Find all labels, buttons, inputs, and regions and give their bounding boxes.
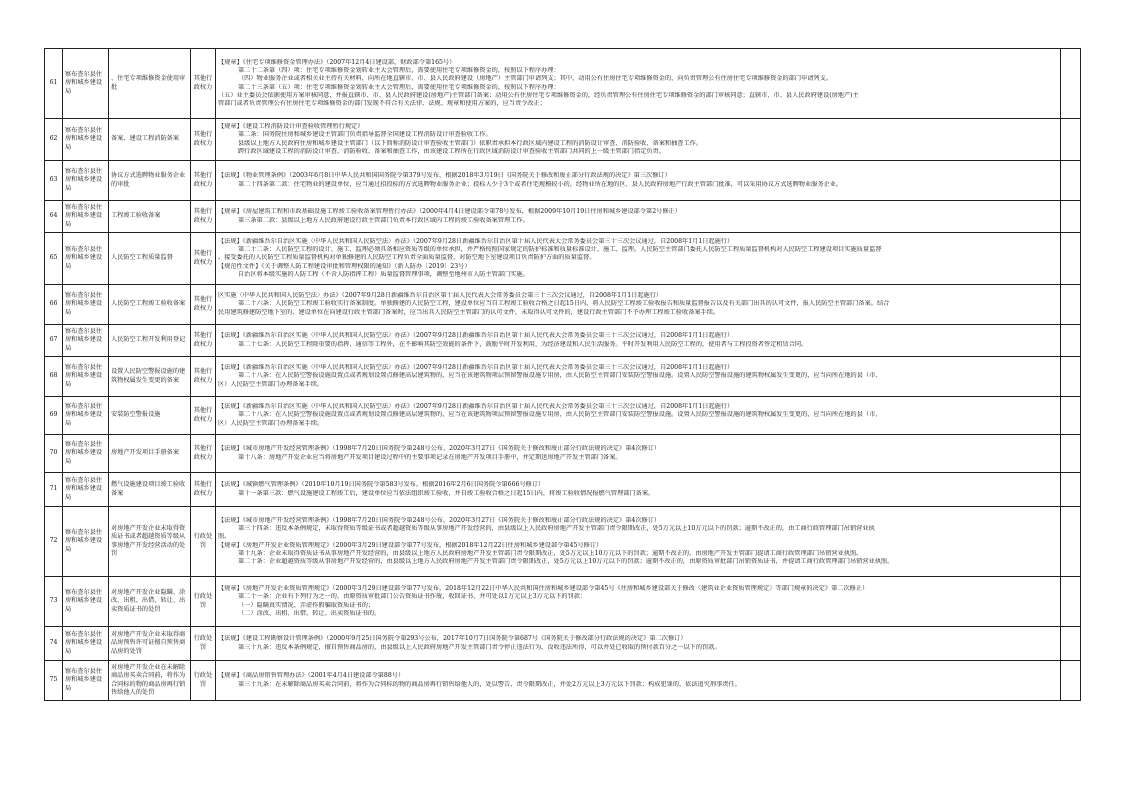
department-cell: 察布查尔县住房和城乡建设局 [63,397,109,435]
table-row [45,435,1081,473]
table-body [45,49,1081,701]
power-type-cell: 其他行政权力 [191,49,216,119]
row-number: 71 [45,473,63,507]
department-cell: 察布查尔县住房和城乡建设局 [63,627,109,661]
remarks-cell [1061,397,1081,435]
table-row [45,325,1081,357]
article-line: 第十一条第三款：燃气设施建设工程竣工后，建设单位应当依法组织竣工验收，并自竣工验收合格之日起15日内，将竣工验收情况报燃气管理部门备案。 [238,489,655,497]
item-name-cell: 对房地产开发企业未取得商品房预售许可证擅自预售商品房的处罚 [109,627,191,661]
power-type-cell: 其他行政权力 [191,119,216,161]
source-line: 【规章】《房地产开发企业资质管理规定》（2000年3月29日建设部令第77号发布，2018年12月22日中华人民共和国住房和城乡建设部令第45号《住房和城乡建设部关于修改〈建筑业企业资质管理规定〉等部门规章的决定》第二次修正） [218,585,869,593]
article-line: 第三十四条：违反本条例规定，未取得资质等级证书或者超越资质等级从事房地产开发经营的，由县级以上人民政府房地产开发主管部门责令限期改正，处5万元以上10万元以下的罚款；逾期不改正的，由工商行政管理部门吊销营业执 [238,525,875,533]
row-number: 61 [45,49,63,119]
remarks-cell [1061,577,1081,627]
row-number: 64 [45,201,63,233]
article-line: 第十九条：企业未取得资质证书从事房地产开发经营的，由县级以上地方人民政府房地产开发主管部门责令限期改正，处5万元以上10万元以下的罚款；逾期不改正的，由房地产开发主管部门提请工商行政管理部门吊销营业执照。 [238,549,863,557]
row-number: 75 [45,661,63,701]
remarks-cell [1061,627,1081,661]
department-cell: 察布查尔县住房和城乡建设局 [63,507,109,577]
item-name-cell: 设置人民防空警报设施的建筑物权属发生变更的备案 [109,357,191,397]
row-number: 65 [45,233,63,285]
source-line: 【法规】《建设工程勘察设计管理条例》（2000年9月25日国务院令第293号公布，2017年10月7日国务院令第687号《国务院关于修改部分行政法规的决定》第二次修订） [218,635,687,643]
legal-basis-cell [216,577,1061,627]
department-cell: 察布查尔县住房和城乡建设局 [63,325,109,357]
article-line: 第二十八条：在人民防空警报设施设置点或者规划设置点修建高层建筑物的，应当在该建筑物项层预留警报设施专用房，由人民防空主管部门安装防空警报设施。设置人民防空警报设施的建筑物权属发生变更的，应当向所在地的县（市、 [238,411,882,419]
item-name-cell: 、住宅专项维修资金使用审批 [109,49,191,119]
article-line: 第二十七条：人民防空工程除重要的指挥、通信等工程外，在不影响其防空效能的条件下，鼓励平时开发利用，为经济建设和人民生活服务。平时开发利用人民防空工程的，使用者与工程投资者签定租赁合同。 [238,340,808,348]
row-number: 68 [45,357,63,397]
source-line: 。接受委托的人民防空工程质量监督机构对单独修建的人民防空工程负责全面质量监督，对防空地下室建设项目负责防护方面的质量监督。 [218,254,596,262]
article-line: 第十八条：房地产开发企业应当将房地产开发项目建设过程中的主要事项记录在房地产开发项目手册中，并定期送房地产开发主管部门备案。 [238,453,622,461]
article-line: 自治区将本级实施的人防工程（不含人防指挥工程）质量监督管理事项，调整至地州市人防主管部门实施。 [238,270,529,278]
power-type-cell: 行政处罚 [191,577,216,627]
remarks-cell [1061,357,1081,397]
source-line: 【规章】《建设工程消防设计审查验收管理暂行规定》 [218,123,364,131]
power-type-cell: 行政处罚 [191,627,216,661]
legal-basis-cell [216,285,1061,325]
legal-basis-cell [216,119,1061,161]
department-cell: 察布查尔县住房和城乡建设局 [63,285,109,325]
source-line: 【法规】《新疆维吾尔自治区实施〈中华人民共和国人民防空法〉办法》（2007年9月28日新疆维吾尔自治区第十届人民代表大会常务委员会第三十三次会议通过，自2008年1月1日起施行） [218,237,734,245]
legal-basis-cell [216,357,1061,397]
article-line: 第二十二条第（四）项：住宅专项维修资金划转业主大会管理后，需要使用住宅专项维修资金的，按照以下程序办理： [238,67,560,75]
article-line: 第二十六条：人民防空工程竣工验收实行备案制度。单独修建的人民防空工程，建设单位应当自工程竣工验收合格之日起15日内，将人民防空工程竣工验收报告和质量监督报告以及有关部门出具的认可文件，报人民防空主管部门备案。结合 [238,300,890,308]
row-number: 74 [45,627,63,661]
remarks-cell [1061,507,1081,577]
row-number: 62 [45,119,63,161]
power-type-cell: 其他行政权力 [191,161,216,201]
row-number: 66 [45,285,63,325]
department-cell: 察布查尔县住房和城乡建设局 [63,357,109,397]
source-line: 【规章】《房屋建筑工程和市政基础设施工程竣工验收备案管理暂行办法》（2000年4月4日建设部令第78号发布，根据2009年10月19日住房和城乡建设部令第2号修正） [218,208,681,216]
row-number: 67 [45,325,63,357]
table-row [45,357,1081,397]
legal-basis-cell [216,473,1061,507]
power-type-cell: 其他行政权力 [191,285,216,325]
power-type-cell: 其他行政权力 [191,325,216,357]
table-row [45,161,1081,201]
table-row [45,285,1081,325]
source-line: 【规章】《住宅专项维修资金管理办法》（2007年12月4日建设部，财政部令第165号） [218,58,456,66]
row-number: 73 [45,577,63,627]
item-name-cell: 对房地产开发企业未取得资质证书或者超越资质等级从事房地产开发经营活动的处罚 [109,507,191,577]
legal-basis-cell [216,201,1061,233]
remarks-cell [1061,435,1081,473]
legal-basis-cell [216,325,1061,357]
item-name-cell: 人民防空工程竣工验收备案 [109,285,191,325]
remarks-cell [1061,285,1081,325]
source-line: 【规范性文件】《关于调整人防工程建设审批和管理权限的通知》（新人防办〔2019〕23号） [218,262,471,270]
article-line: 第二十八条：在人民防空警报设施设置点或者规划设置点修建高层建筑物的，应当在该建筑物项层预留警报设施专用房，由人民防空主管部门安装防空警报设施。设置人民防空警报设施的建筑物权属发生变更的，应当向所在地的县（市、 [238,372,882,380]
department-cell: 察布查尔县住房和城乡建设局 [63,161,109,201]
item-name-cell: 人民防空工程质量监督 [109,233,191,285]
article-line: （四）物业服务企业或者相关业主持有关材料，向所在地直辖市、市、县人民政府建设（房地产）主管部门申请列支；其中，动用公有住房住宅专项维修资金的，向负责管理公有住房住宅专项维修资金的部门申请列支。 [238,75,832,83]
item-name-cell: 备案、建设工程消防备案 [109,119,191,161]
department-cell: 察布查尔县住房和城乡建设局 [63,661,109,701]
source-line: 管部门或者负责管理公有住房住宅专项维修资金的部门发现不符合有关法律、法规、规章和使用方案的，应当责令改正； [218,99,546,107]
item-name-cell: 对房地产开发企业在未解除商品房买卖合同前，将作为合同标的物的商品房再行销售给他人的处罚 [109,661,191,701]
row-number: 69 [45,397,63,435]
remarks-cell [1061,473,1081,507]
legal-basis-cell [216,627,1061,661]
legal-basis-cell [216,161,1061,201]
article-line: 第二十三条第（五）项：住宅专项维修资金划转业主大会管理后，需要使用住宅专项维修资金的，按照以下程序办理： [238,83,560,91]
source-line: 区实施〈中华人民共和国人民防空法〉办法》（2007年9月28日新疆维吾尔自治区第十届人民代表大会常务委员会第三十三次会议通过，自2008年1月1日起施行） [218,292,663,300]
power-type-cell: 其他行政权力 [191,357,216,397]
row-number: 63 [45,161,63,201]
power-type-cell: 其他行政权力 [191,435,216,473]
source-line: 区）人民防空主管部门办理备案手续。 [218,380,324,388]
department-cell: 察布查尔县住房和城乡建设局 [63,201,109,233]
row-number: 70 [45,435,63,473]
table-row [45,507,1081,577]
source-line: 民用建筑修建防空地下室的，建设单位在向建设行政主管部门备案时，应当出具人民防空主管部门的认可文件，未取得认可文件的，建设行政主管部门不予办理工程竣工验收备案手续。 [218,308,720,316]
article-line: 第三十九条：违反本条例规定，擅自预售商品房的，由县级以上人民政府房地产开发主管部门责令停止违法行为，没收违法所得，可以并处已收取的预付款百分之一以下的罚款。 [238,643,721,651]
article-line: 第二条：国务院住房和城乡建设主管部门负责指导监督全国建设工程消防设计审查验收工作。 [238,131,492,139]
table-row [45,119,1081,161]
department-cell: 察布查尔县住房和城乡建设局 [63,49,109,119]
source-line: 【规章】《房地产开发企业资质管理规定》（2000年3月29日建设部令第77号发布，根据2018年12月22日住房和城乡建设部令第45号修订） [218,541,603,549]
department-cell: 察布查尔县住房和城乡建设局 [63,119,109,161]
permissions-table [44,48,1081,701]
source-line: 【法规】《城市房地产开发经营管理条例》（1998年7月20日国务院令第248号公布，2020年3月27日《国务院关于修改和废止部分行政法规的决定》第4次修订） [218,445,661,453]
table-row [45,397,1081,435]
article-line: 跨行政区域建设工程的消防设计审查、消防验收、备案和抽查工作，由该建设工程所在行政区域消防设计审查验收主管部门共同的上一级主管部门指定负责。 [238,147,665,155]
table-row [45,49,1081,119]
source-line: 【法规】《新疆维吾尔自治区实施〈中华人民共和国人民防空法〉办法》（2007年9月28日新疆维吾尔自治区第十届人民代表大会常务委员会第三十三次会议通过，自2008年1月1日起施行） [218,332,734,340]
power-type-cell: 其他行政权力 [191,233,216,285]
table-row [45,201,1081,233]
item-name-cell: 工程竣工验收备案 [109,201,191,233]
source-line: 照。 [218,533,231,541]
source-line: （五）业主委员会依据使用方案审核同意，并报直辖市、市、县人民政府建设(房地产)主管部门备案；动用公有住房住宅专项维修资金的，经负责管理公有住房住宅专项维修资金的部门审核同意；直辖市、市、县人民政府建设(房地产)主 [218,91,859,99]
remarks-cell [1061,49,1081,119]
table-row [45,473,1081,507]
item-name-cell: 房地产开发项目手册备案 [109,435,191,473]
power-type-cell: 其他行政权力 [191,473,216,507]
department-cell: 察布查尔县住房和城乡建设局 [63,435,109,473]
article-line: 第二十条：企业超越资质等级从事房地产开发经营的，由县级以上地方人民政府房地产开发主管部门责令限期改正，处5万元以上10万元以下的罚款；逾期不改正的，由原资质审批部门吊销资质证书，并提请工商行政管理部门吊销营业执照。 [238,557,894,565]
table-row [45,233,1081,285]
legal-basis-cell [216,507,1061,577]
table-row [45,577,1081,627]
item-name-cell: 人民防空工程开发利用登记 [109,325,191,357]
legal-basis-cell [216,49,1061,119]
legal-basis-cell [216,435,1061,473]
department-cell: 察布查尔县住房和城乡建设局 [63,233,109,285]
source-line: 【法规】《城市房地产开发经营管理条例》（1998年7月20日国务院令第248号公布，2020年3月27日《国务院关于修改和废止部分行政法规的决定》第4次修订） [218,516,661,524]
article-line: 第三条第二款：县级以上地方人民政府建设行政主管部门负责本行政区域内工程的竣工验收备案管理工作。 [238,216,529,224]
source-line: 【规章】《商品房销售管理办法》（2001年4月4日建设部令第88号） [218,672,405,680]
article-line: 第二十二条：人民防空工程的设计、施工、监理必须具备相应资质等级的单位承担，并严格按照国家规定的防护标准和质量标准设计、施工、监理。人民防空主管部门委托人民防空工程质量监督机构对人民防空工程建设项目实施质量监督 [238,246,882,254]
power-type-cell: 行政处罚 [191,507,216,577]
remarks-cell [1061,325,1081,357]
power-type-cell: 其他行政权力 [191,201,216,233]
article-line: 县级以上地方人民政府住房和城乡建设主管部门（以下简称消防设计审查验收主管部门）依职责承担本行政区域内建设工程的消防设计审查、消防验收、备案和抽查工作。 [238,139,703,147]
source-line: 【法规】《物业管理条例》（2003年6月8日中华人民共和国国务院令第379号发布，根据2018年3月19日《国务院关于修改和废止部分行政法规的决定》第三次修订） [218,172,671,180]
power-type-cell: 其他行政权力 [191,397,216,435]
table-row [45,627,1081,661]
table-row [45,661,1081,701]
article-line: 第二十一条：企业有下列行为之一的，由原资质审批部门公告资质证书作废，收回证书，并可处以1万元以上3万元以下的罚款： [238,593,587,601]
row-number: 72 [45,507,63,577]
department-cell: 察布查尔县住房和城乡建设局 [63,577,109,627]
source-line: 【法规】《新疆维吾尔自治区实施〈中华人民共和国人民防空法〉办法》（2007年9月28日新疆维吾尔自治区第十届人民代表大会常务委员会第三十三次会议通过，自2008年1月1日起施行） [218,403,734,411]
remarks-cell [1061,661,1081,701]
department-cell: 察布查尔县住房和城乡建设局 [63,473,109,507]
item-name-cell: 燃气设施建设项目竣工验收备案 [109,473,191,507]
article-line: 第三十九条：在未解除商品房买卖合同前，将作为合同标的物的商品房再行销售给他人的，处以警告，责令限期改正，并处2万元以上3万元以下罚款；构成犯罪的，依法追究刑事责任。 [238,680,741,688]
remarks-cell [1061,161,1081,201]
legal-basis-cell [216,397,1061,435]
source-line: 【法规】《新疆维吾尔自治区实施〈中华人民共和国人民防空法〉办法》（2007年9月28日新疆维吾尔自治区第十届人民代表大会常务委员会第三十三次会议通过，自2008年1月1日起施行） [218,364,734,372]
remarks-cell [1061,119,1081,161]
remarks-cell [1061,201,1081,233]
legal-basis-cell [216,661,1061,701]
article-line: （一）隐瞒真实情况、弄虚作假骗取资质证书的； [238,601,375,609]
remarks-cell [1061,233,1081,285]
item-name-cell: 对房地产开发企业隐瞒、涂改、出租、出借、转让、出卖资质证书的处罚 [109,577,191,627]
legal-basis-cell [216,233,1061,285]
article-line: （二）涂改、出租、出借、转让、出卖资质证书的。 [238,609,381,617]
power-type-cell: 行政处罚 [191,661,216,701]
article-line: 第二十四条第二款：住宅物业的建设单位，应当通过招投标的方式选聘物业服务企业；投标人少于3个或者住宅规模较小的，经物业所在地的区、县人民政府房地产行政主管部门批准，可以采用协议方式选聘物业服务企业。 [238,180,843,188]
item-name-cell: 协议方式选聘物业服务企业的审批 [109,161,191,201]
item-name-cell: 安装防空警报设施 [109,397,191,435]
source-line: 【法规】《城镇燃气管理条例》（2010年10月19日国务院令第583号发布，根据2016年2月6日国务院令第666号修订） [218,481,545,489]
source-line: 区）人民防空主管部门办理备案手续。 [218,419,324,427]
